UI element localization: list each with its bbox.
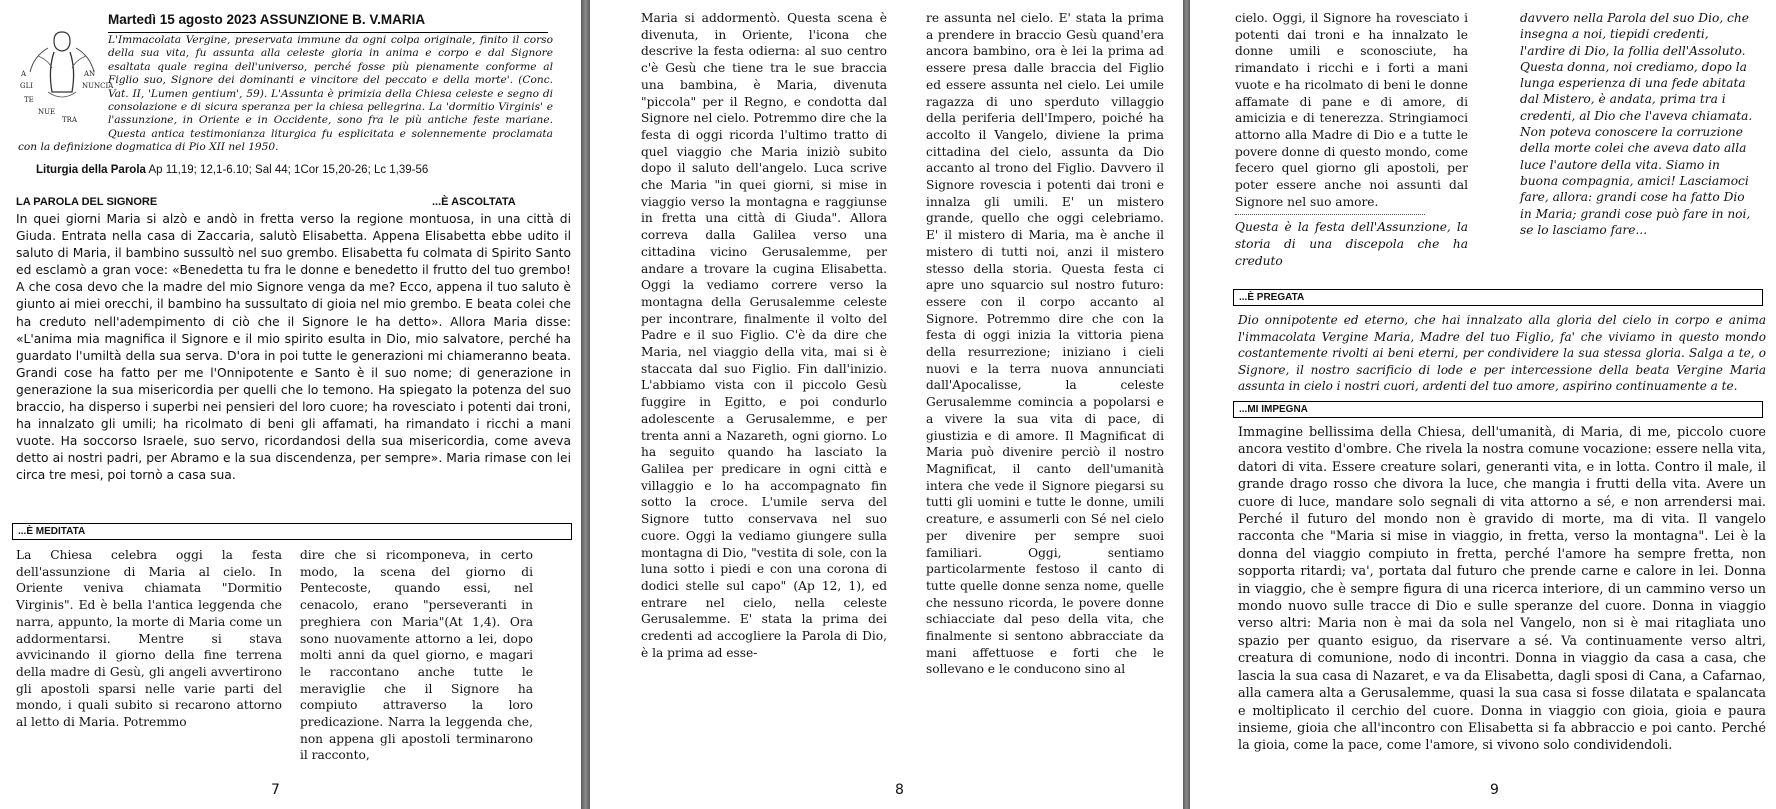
meditation-conclusion: cielo. Oggi, il Signore ha rovesciato i potenti dai troni e ha innalzato le donne umili e sconosciute, ha rimandato i ricchi e i forti a mani vuote e ha ricolmato di beni le donne affamate di pane e di amore, di amicizia e di tenerezza. Stringiamoci attorno alla Madre di Dio e a tutte le povere donne di questo mondo, come fecero quel giorno gli apostoli, per poter essere anche noi assunti dal Signore nel suo amore. <box>1235 11 1468 209</box>
italic-reflection: davvero nella Parola del suo Dio, che insegna a noi, tiepidi credenti, l'ardire di Dio, la follia dell'Assoluto. Questa donna, noi crediamo, dopo la lunga esperienza di una fede abitata dal Mistero, è andata, prima tra i credenti, al Dio che l'aveva chiamata. Non poteva conoscere la corruzione della morte colei che aveva dato alla luce l'autore della vita. Siamo in buona compagnia, amici! Lasciamoci fare, allora: grandi cose ha fatto Dio in Maria; grandi cose può fare in noi, se lo lasciamo fare... <box>1520 11 1753 237</box>
section-head-pregata: ...È PREGATA <box>1233 289 1763 306</box>
prayer-text: Dio onnipotente ed eterno, che hai innalzato alla gloria del cielo in corpo e anima l'immacolata Vergine Maria, Madre del tuo Figlio, fa' che viviamo in questo mondo costantemente rivolti ai beni eterni, per condividere la sua stessa gloria. Salga a te, o Signore, il nostro sacrificio di lode e per intercessione della beata Vergine Maria assunta in cielo i nostri cuori, ardenti del tuo amore, aspirino continuamente a te. <box>1238 313 1766 393</box>
liturgy-refs: Ap 11,19; 12,1-6.10; Sal 44; 1Cor 15,20-26; Lc 1,39-56 <box>148 164 429 176</box>
section-head-parola: LA PAROLA DEL SIGNORE <box>16 196 158 208</box>
meditation-col-2: dire che si ricomponeva, in certo modo, la scena del giorno di Pentecoste, quando essi, nel cenacolo, erano "perseveranti in preghiera con Maria"(At 1,4). Ora sono nuovamente attorno a lei, dopo molti anni da quel giorno, e magari le raccontano anche tutte le meraviglie che il Signore ha compiuto attraverso la loro predicazione. Narra la leggenda che, non appena gli apostoli terminarono il racconto, <box>300 548 533 763</box>
section-head-ascoltata: ...È ASCOLTATA <box>432 196 516 208</box>
page-number: 7 <box>271 782 280 798</box>
page-number: 9 <box>1490 782 1499 798</box>
liturgy-references <box>36 164 428 176</box>
page-title: Martedì 15 agosto 2023 ASSUNZIONE B. V.MARIA <box>108 12 426 27</box>
title-rule <box>108 32 548 33</box>
section-head-impegna: ...MI IMPEGNA <box>1233 401 1763 418</box>
page-7 <box>0 0 581 809</box>
section-head-meditata: ...È MEDITATA <box>12 523 572 540</box>
svg-text:TRA: TRA <box>62 116 77 124</box>
feast-introduction: L'Immacolata Vergine, preservata immune da ogni colpa originale, finito il corso della sua vita, fu assunta alla celeste gloria in anima e corpo e dal Signore esaltata quale regina dell'universo, perché fosse più pienamente conforme al Figlio suo, Signore dei dominanti e vincitore del peccato e della morte'. (Conc. Vat. II, 'Lumen gentium', 59). L'Assunta è primizia della Chiesa celeste e segno di consolazione e di sicura speranza per la chiesa pellegrina. La 'dormitio Virginis' e l'assunzione, in Oriente e in Occidente, sono fra le più antiche feste mariane. Questa antica testimonianza liturgica fu esplicitata e solennemente proclamata con la definizione dogmatica di Pio XII nel 1950. <box>18 34 553 154</box>
svg-text:TE: TE <box>24 96 34 104</box>
page-8 <box>590 0 1183 809</box>
commitment-text: Immagine bellissima della Chiesa, dell'umanità, di Maria, di me, piccolo cuore ancora vestito d'ombre. Che rivela la nostra comune vocazione: essere nella vita, datori di vita. Essere creature solari, generanti vita, e in lotta. Contro il male, il grande drago rosso che divora la luce, che mangia i frutti della vita. Avere un cuore di luce, mandare solo segnali di vita attorno a sé, e non arrendersi mai. Perché il futuro del mondo non è gravido di morte, ma di vita. Il vangelo racconta che "Maria si mise in viaggio, in fretta, verso la montagna". Lei è la donna del viaggio compiuto in fretta, perché l'amore ha sempre fretta, non sopporta ritardi; va', portata dal futuro che prende carne e calore in lei. Donna in viaggio, che è sempre figura di una ricerca interiore, di un cammino verso un mondo nuovo sulle tracce di Dio e sulle speranze del cuore. Donna in viaggio verso altri: Maria non è mai da sola nel Vangelo, non si è mai ritagliata uno spazio per quanto esiguo, da riservare a sé. Va continuamente verso altri, creatura di comunione, nodo di incontri. Donna in viaggio da casa a casa, che lascia la sua casa di Nazaret, e va da Elisabetta, dagli sposi di Cana, a Cafarnao, alla camera alta a Gerusalemme, quasi la sua casa si fosse dilatata e spalancata e moltiplicato il cerchio del cuore. Donna in viaggio con gioia, gioia e paura insieme, gioia che all'incontro con Elisabetta si fa abbraccio e poi canto. Perché la gioia, come la pace, come l'amore, si vivono solo condividendoli. <box>1238 425 1766 754</box>
gospel-text: In quei giorni Maria si alzò e andò in fretta verso la regione montuosa, in una città di Giuda. Entrata nella casa di Zaccaria, salutò Elisabetta. Appena Elisabetta ebbe udito il saluto di Maria, il bambino sussultò nel suo grembo. Elisabetta fu colmata di Spirito Santo ed esclamò a gran voce: «Benedetta tu fra le donne e benedetto il frutto del tuo grembo! A che cosa devo che la madre del mio Signore venga da me? Ecco, appena il tuo saluto è giunto ai miei orecchi, il bambino ha sussultato di gioia nel mio grembo. E beata colei che ha creduto nell'adempimento di ciò che il Signore le ha detto». Allora Maria disse: «L'anima mia magnifica il Signore e il mio spirito esulta in Dio, mio salvatore, perché ha guardato l'umiltà della sua serva. D'ora in poi tutte le generazioni mi chiameranno beata. Grandi cose ha fatto per me l'Onnipotente e Santo è il suo nome; di generazione in generazione la sua misericordia per quelli che lo temono. Ha spiegato la potenza del suo braccio, ha disperso i superbi nei pensieri del loro cuore; ha rovesciato i potenti dai troni, ha innalzato gli umili; ha ricolmato di beni gli affamati, ha rimandato i ricchi a mani vuote. Ha soccorso Israele, suo servo, ricordandosi della sua misericordia, come aveva detto ai nostri padri, per Abramo e la sua discendenza, per sempre». Maria rimase con lei circa tre mesi, poi tornò a casa sua. <box>16 212 571 483</box>
italic-reflection-start: Questa è la festa dell'Assunzione, la storia di una discepola che ha creduto <box>1235 220 1468 268</box>
meditation-col-4: re assunta nel cielo. E' stata la prima a prendere in braccio Gesù quand'era ancora bambino, ora è lei la prima ad essere presa dalle braccia del Figlio ed essere assunta nel cielo. Lei umile ragazza di uno sperduto villaggio della periferia dell'Impero, poiché ha accolto il Vangelo, diviene la prima cittadina del cielo, assunta da Dio accanto al trono del Figlio. Davvero il Signore rovescia i potenti dai troni e innalza gli umili. E' un mistero grande, quello che oggi celebriamo. E' il mistero di Maria, ma è anche il mistero di tutti noi, anzi il mistero stesso della storia. Questa festa ci apre uno squarcio sul nostro futuro: essere con il corpo accanto al Signore. Potremmo dire che con la festa di oggi inizia la vittoria piena della resurrezione; iniziano i cieli nuovi e la terra nuova annunciati dall'Apocalisse, la celeste Gerusalemme comincia a popolarsi e a vivere la sua vita di pace, di giustizia e di amore. Il Magnificat di Maria può divenire perciò il nostro Magnificat, il canto dell'umanità intera che vede il Signore piegarsi su tutti gli uomini e tutte le donne, umili creature, e assumerli con Sé nel cielo per divenire per sempre suoi familiari. Oggi, sentiamo particolarmente festoso il canto di tutte quelle donne senza nome, quelle che nessuno ricorda, le povere donne schiacciate dal peso della vita, che finalmente si sentono abbracciate da mani affettuose e forti che le sollevano e le conducono sino al <box>926 11 1164 677</box>
svg-text:AN: AN <box>84 70 96 78</box>
meditation-col-3: Maria si addormentò. Questa scena è divenuta, in Oriente, l'icona che descrive la festa odierna: al suo centro c'è Gesù che tiene tra le sue braccia una bambina, è Maria, divenuta "piccola" per il Regno, e condotta dal Signore nel cielo. Potremmo dire che la festa di oggi ricorda l'ultimo tratto di quel viaggio che Maria iniziò subito dopo il saluto dell'angelo. Luca scrive che Maria "in quei giorni, si mise in viaggio verso la montagna e raggiunse in fretta una città di Giuda". Allora correva dalla Galilea verso una cittadina vicino Gerusalemme, per andare a trovare la cugina Elisabetta. Oggi la vediamo correre verso la montagna della Gerusalemme celeste per incontrare, finalmente il volto del Padre e il suo Figlio. C'è da dire che Maria, nel viaggio della vita, mai si è staccata dal suo Figlio. Fin dall'inizio. L'abbiamo vista con il piccolo Gesù fuggire in Egitto, e poi condurlo adolescente a Gerusalemme, e per trenta anni a Nazareth, ogni giorno. Lo ha seguito quando ha lasciato la Galilea per predicare in ogni città e villaggio e lo ha accompagnato fin sotto la croce. L'umile serva del Signore tutto conservava nel suo cuore. Oggi la vediamo giungere sulla montagna di Dio, "vestita di sole, con la luna sotto i piedi e con una corona di dodici stelle sul capo" (Ap 12, 1), ed entrare nel cielo, nella celeste Gerusalemme. E' stata la prima dei credenti ad accogliere la Parola di Dio, è la prima ad esse- <box>641 11 887 660</box>
page-number: 8 <box>895 782 904 798</box>
dotted-divider <box>1235 214 1425 215</box>
svg-text:NUE: NUE <box>38 108 56 116</box>
liturgy-label: Liturgia della Parola <box>36 164 146 176</box>
meditation-col-5 <box>1235 10 1468 270</box>
svg-text:NUNCIA: NUNCIA <box>82 82 114 90</box>
page-gutter <box>581 0 590 809</box>
svg-text:GLI: GLI <box>20 82 34 90</box>
svg-text:A: A <box>21 70 27 78</box>
meditation-col-1: La Chiesa celebra oggi la festa dell'assunzione di Maria al cielo. In Oriente veniva chiamata "Dormitio Virginis". Ed è bella l'antica leggenda che narra, appunto, la morte di Maria come un addormentarsi. Mentre si stava avvicinando il giorno della fine terrena della madre di Gesù, gli angeli avvertirono gli apostoli sparsi nelle varie parti del mondo, i quali subito si recarono attorno al letto di Maria. Potremmo <box>16 548 282 730</box>
page-gutter <box>1183 0 1190 809</box>
